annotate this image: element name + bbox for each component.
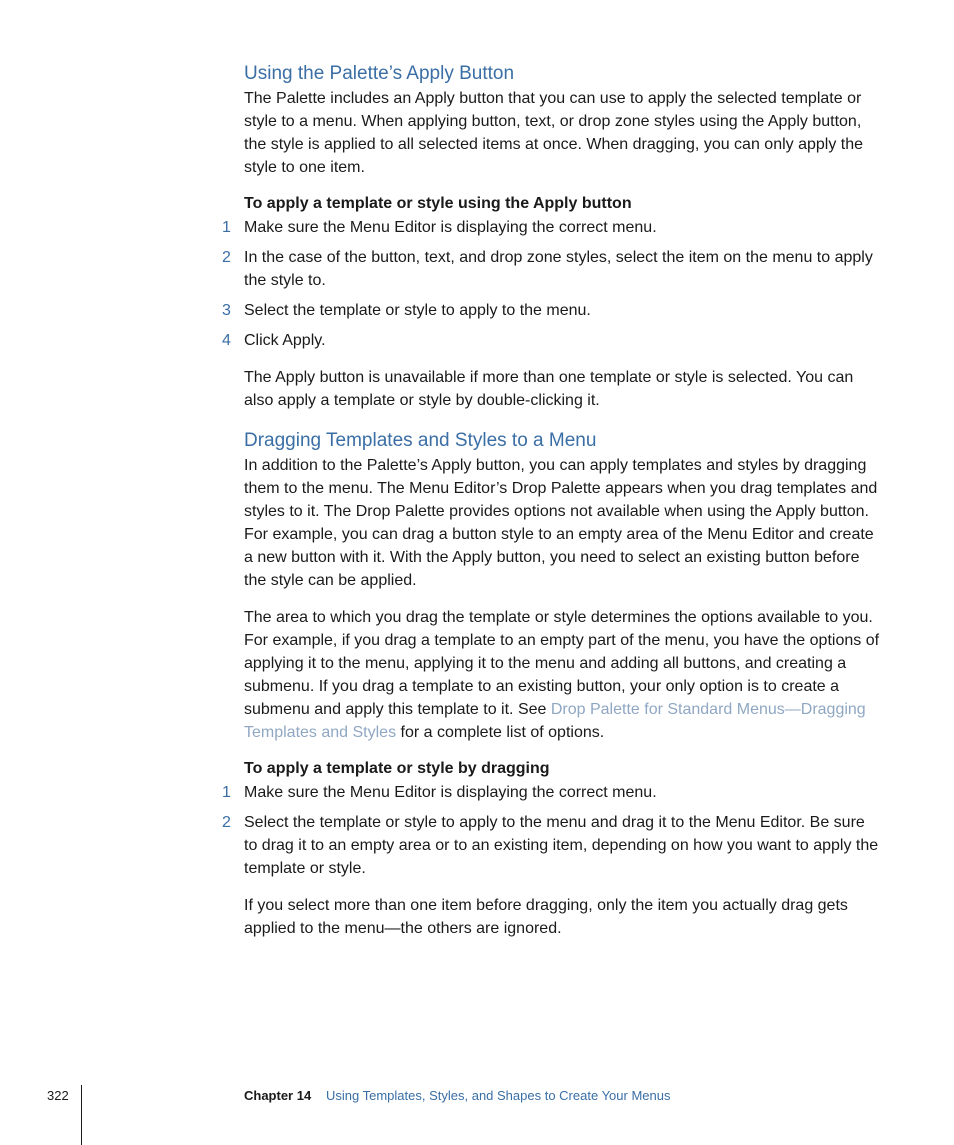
page-number: 322 (47, 1088, 69, 1103)
step-number: 2 (222, 249, 231, 266)
step-number: 1 (222, 219, 231, 236)
section-heading-dragging: Dragging Templates and Styles to a Menu (244, 430, 597, 451)
paragraph-text: The area to which you drag the template or style determines the options available to you. For example, if you drag a template to an empty part of the menu, you have the options of applying it to the menu, applying it to the menu and adding all buttons, and creating a submenu. If you drag a template to an existing button, your only option is to create a submenu and apply this template to it. See (244, 609, 880, 718)
step-text: Make sure the Menu Editor is displaying the correct menu. (244, 784, 657, 801)
step-number: 3 (222, 302, 231, 319)
step-text: Make sure the Menu Editor is displaying the correct menu. (244, 219, 657, 236)
step-text: In the case of the button, text, and drop zone styles, select the item on the menu to apply the style to. (244, 249, 873, 289)
procedure-title: To apply a template or style using the Apply button (244, 195, 632, 212)
note-paragraph: If you select more than one item before dragging, only the item you actually drag gets applied to the menu—the others are ignored. (244, 897, 848, 937)
procedure-title: To apply a template or style by dragging (244, 760, 550, 777)
chapter-title: Using Templates, Styles, and Shapes to Create Your Menus (326, 1088, 671, 1103)
body-paragraph: In addition to the Palette’s Apply button, you can apply templates and styles by dragging them to the menu. The Menu Editor’s Drop Palette appears when you drag templates and styles to it. The Drop Palette provides options not available when using the Apply button. For example, you can drag a button style to an empty area of the Menu Editor and create a new button with it. With the Apply button, you need to select an existing button before the style can be applied. (244, 457, 878, 589)
intro-paragraph: The Palette includes an Apply button that you can use to apply the selected template or style to a menu. When applying button, text, or drop zone styles using the Apply button, the style is applied to all selected items at once. When dragging, you can only apply the style to one item. (244, 90, 864, 176)
step-number: 4 (222, 332, 231, 349)
paragraph-text: for a complete list of options. (396, 724, 605, 741)
step-text: Click Apply. (244, 332, 326, 349)
cross-reference-link[interactable]: Drop Palette for Standard Menus—Dragging Templates and Styles (244, 701, 866, 741)
body-paragraph-with-link (244, 606, 880, 744)
note-paragraph: The Apply button is unavailable if more than one template or style is selected. You can also apply a template or style by double-clicking it. (244, 369, 854, 409)
step-number: 2 (222, 814, 231, 831)
step-text: Select the template or style to apply to the menu. (244, 302, 591, 319)
section-heading-apply-button: Using the Palette’s Apply Button (244, 63, 515, 84)
step-text: Select the template or style to apply to the menu and drag it to the Menu Editor. Be sure to drag it to an empty area or to an existing item, depending on how you want to apply the template or style. (244, 814, 879, 877)
footer-divider (81, 1085, 82, 1145)
step-number: 1 (222, 784, 231, 801)
chapter-label: Chapter 14 (244, 1088, 312, 1103)
